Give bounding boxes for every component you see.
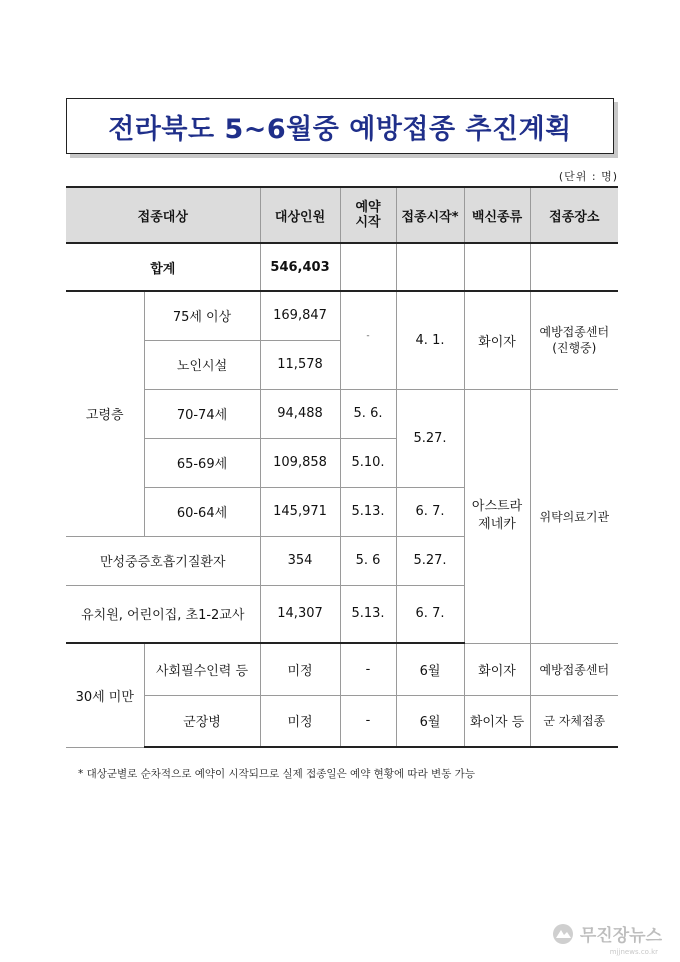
row-reserve: - <box>340 695 396 747</box>
table-header-row <box>66 187 618 243</box>
total-start <box>396 243 464 291</box>
total-label: 합계 <box>66 243 260 291</box>
row-label: 노인시설 <box>144 340 260 389</box>
row-count: 145,971 <box>260 487 340 536</box>
total-vaccine <box>464 243 530 291</box>
footnote: * 대상군별로 순차적으로 예약이 시작되므로 실제 접종일은 예약 현황에 따라 변동 가능 <box>78 768 475 780</box>
row-start: 6. 7. <box>396 585 464 643</box>
header-reserve: 예약 시작 <box>340 187 396 243</box>
row-count: 미정 <box>260 643 340 695</box>
page-title: 전라북도 5~6월중 예방접종 추진계획 <box>108 113 572 145</box>
row-label: 군장병 <box>144 695 260 747</box>
row-start: 5.27. <box>396 536 464 585</box>
vaccine-astra: 아스트라 제네카 <box>464 389 530 643</box>
place-astra: 위탁의료기관 <box>530 389 618 643</box>
row-place: 군 자체접종 <box>530 695 618 747</box>
table-row <box>66 695 618 747</box>
watermark <box>552 921 662 946</box>
row-reserve: 5. 6 <box>340 536 396 585</box>
total-count: 546,403 <box>260 243 340 291</box>
header-start: 접종시작* <box>396 187 464 243</box>
watermark-logo-icon <box>552 923 574 945</box>
header-target: 접종대상 <box>66 187 260 243</box>
header-place: 접종장소 <box>530 187 618 243</box>
table-row <box>66 643 618 695</box>
row-count: 14,307 <box>260 585 340 643</box>
total-reserve <box>340 243 396 291</box>
row-label: 만성중증호흡기질환자 <box>66 536 260 585</box>
header-vaccine: 백신종류 <box>464 187 530 243</box>
vaccination-plan-table <box>66 186 618 748</box>
row-label: 60-64세 <box>144 487 260 536</box>
row-place: 예방접종센터 <box>530 643 618 695</box>
row-reserve: - <box>340 643 396 695</box>
row-label: 75세 이상 <box>144 291 260 340</box>
total-place <box>530 243 618 291</box>
row-start: 6월 <box>396 643 464 695</box>
row-count: 354 <box>260 536 340 585</box>
row-reserve: 5.13. <box>340 585 396 643</box>
table-row <box>66 389 618 438</box>
row-label: 70-74세 <box>144 389 260 438</box>
row-vaccine: 화이자 등 <box>464 695 530 747</box>
unit-label: (단위 : 명) <box>558 170 618 183</box>
vaccine-75: 화이자 <box>464 291 530 389</box>
row-count: 109,858 <box>260 438 340 487</box>
row-count: 11,578 <box>260 340 340 389</box>
row-reserve: 5. 6. <box>340 389 396 438</box>
row-vaccine: 화이자 <box>464 643 530 695</box>
group-under30: 30세 미만 <box>66 643 144 747</box>
place-75: 예방접종센터 (진행중) <box>530 291 618 389</box>
watermark-url: mjjnews.co.kr <box>609 948 658 956</box>
row-reserve: 5.10. <box>340 438 396 487</box>
row-start: 6월 <box>396 695 464 747</box>
row-start: 6. 7. <box>396 487 464 536</box>
total-row <box>66 243 618 291</box>
row-count: 94,488 <box>260 389 340 438</box>
reserve-75: - <box>340 291 396 389</box>
start-75: 4. 1. <box>396 291 464 389</box>
title-box <box>66 98 614 154</box>
watermark-text: 무진장뉴스 <box>579 926 662 946</box>
group-elderly: 고령층 <box>66 291 144 536</box>
row-label: 유치원, 어린이집, 초1-2교사 <box>66 585 260 643</box>
row-count: 169,847 <box>260 291 340 340</box>
table-row <box>66 291 618 340</box>
start-70: 5.27. <box>396 389 464 487</box>
row-reserve: 5.13. <box>340 487 396 536</box>
header-count: 대상인원 <box>260 187 340 243</box>
row-label: 65-69세 <box>144 438 260 487</box>
row-label: 사회필수인력 등 <box>144 643 260 695</box>
row-count: 미정 <box>260 695 340 747</box>
